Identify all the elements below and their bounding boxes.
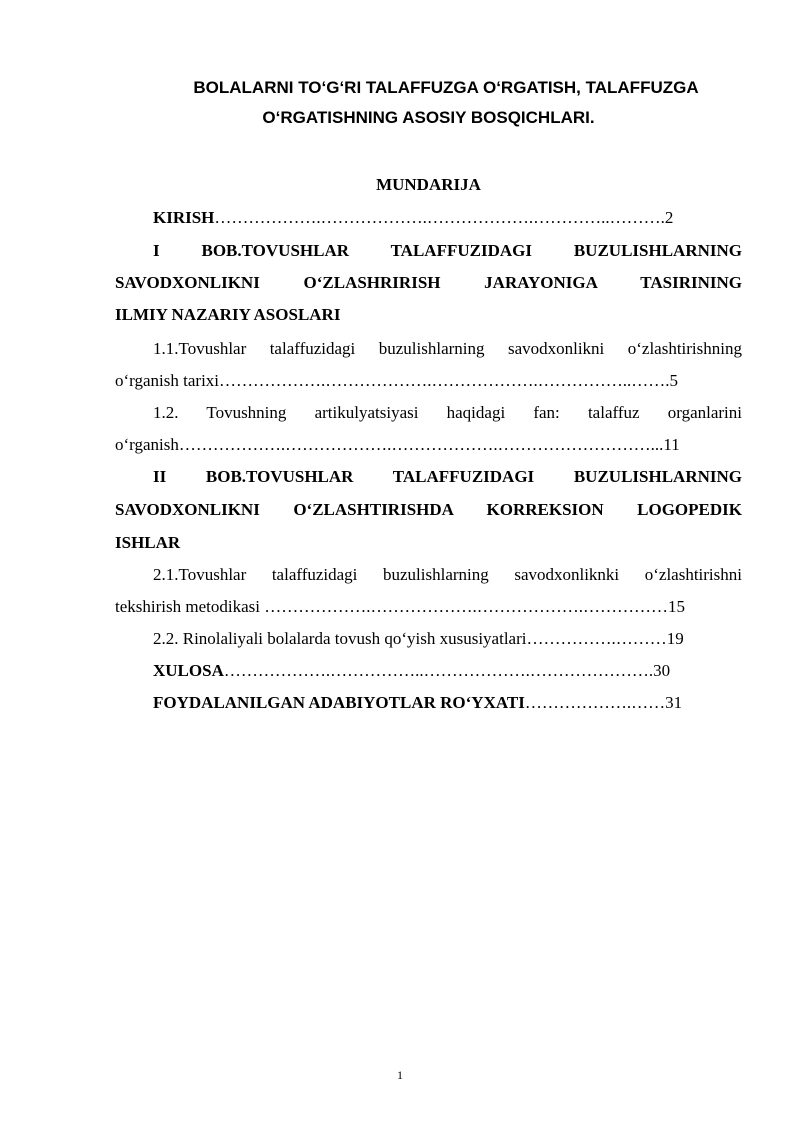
toc-chapter-1-line-3[interactable]: ILMIY NAZARIY ASOSLARI [115,305,341,324]
document-title-line-1: BOLALARNI TO‘G‘RI TALAFFUZGA O‘RGATISH, TALAFFUZGA [193,78,699,97]
toc-entry-adabiyotlar[interactable] [153,692,742,714]
toc-entry-leader: ……………….……………..……………….………………….30 [223,661,671,680]
toc-section-2-2[interactable]: 2.2. Rinolaliyali bolalarda tovush qo‘yish xususiyatlari…………….………19 [153,629,684,648]
page-number: 1 [397,1068,403,1082]
toc-chapter-2-line-2[interactable]: SAVODXONLIKNI O‘ZLASHTIRISHDA KORREKSION LOGOPEDIK [115,500,742,519]
toc-entry-label: XULOSA [153,661,224,680]
toc-section-1-1-line-1[interactable]: 1.1.Tovushlar talaffuzidagi buzulishlarning savodxonlikni o‘zlashtirishning [153,339,742,358]
toc-entry-xulosa[interactable] [153,660,742,682]
toc-section-1-2-line-1[interactable]: 1.2. Tovushning artikulyatsiyasi haqidagi fan: talaffuz organlarini [153,403,742,422]
document-title-line-2: O‘RGATISHNING ASOSIY BOSQICHLARI. [262,108,595,127]
toc-section-1-2-line-2[interactable]: o‘rganish……………….……………….……………….………………………...11 [115,435,680,454]
toc-section-2-1-line-1[interactable]: 2.1.Tovushlar talaffuzidagi buzulishlarning savodxonliknki o‘zlashtirishni [153,565,742,584]
toc-entry-leader: ……………….……………….……………….…………..……….2 [214,208,674,227]
toc-section-2-1-line-2[interactable]: tekshirish metodikasi ……………….……………….……………….……………15 [115,597,685,616]
toc-heading: MUNDARIJA [376,175,481,194]
toc-entry-label: KIRISH [153,208,215,227]
toc-entry-kirish[interactable] [153,207,742,229]
toc-chapter-2-line-3[interactable]: ISHLAR [115,533,181,552]
toc-chapter-2-line-1[interactable]: II BOB.TOVUSHLAR TALAFFUZIDAGI BUZULISHLARNING [153,467,742,486]
toc-entry-leader: ……………….……31 [524,693,683,712]
toc-chapter-1-line-2[interactable]: SAVODXONLIKNI O‘ZLASHRIRISH JARAYONIGA TASIRINING [115,273,742,292]
toc-section-1-1-line-2[interactable]: o‘rganish tarixi……………….……………….……………….……………..…….5 [115,371,679,390]
toc-chapter-1-line-1[interactable]: I BOB.TOVUSHLAR TALAFFUZIDAGI BUZULISHLARNING [153,241,742,260]
toc-entry-label: FOYDALANILGAN ADABIYOTLAR RO‘YXATI [153,693,525,712]
